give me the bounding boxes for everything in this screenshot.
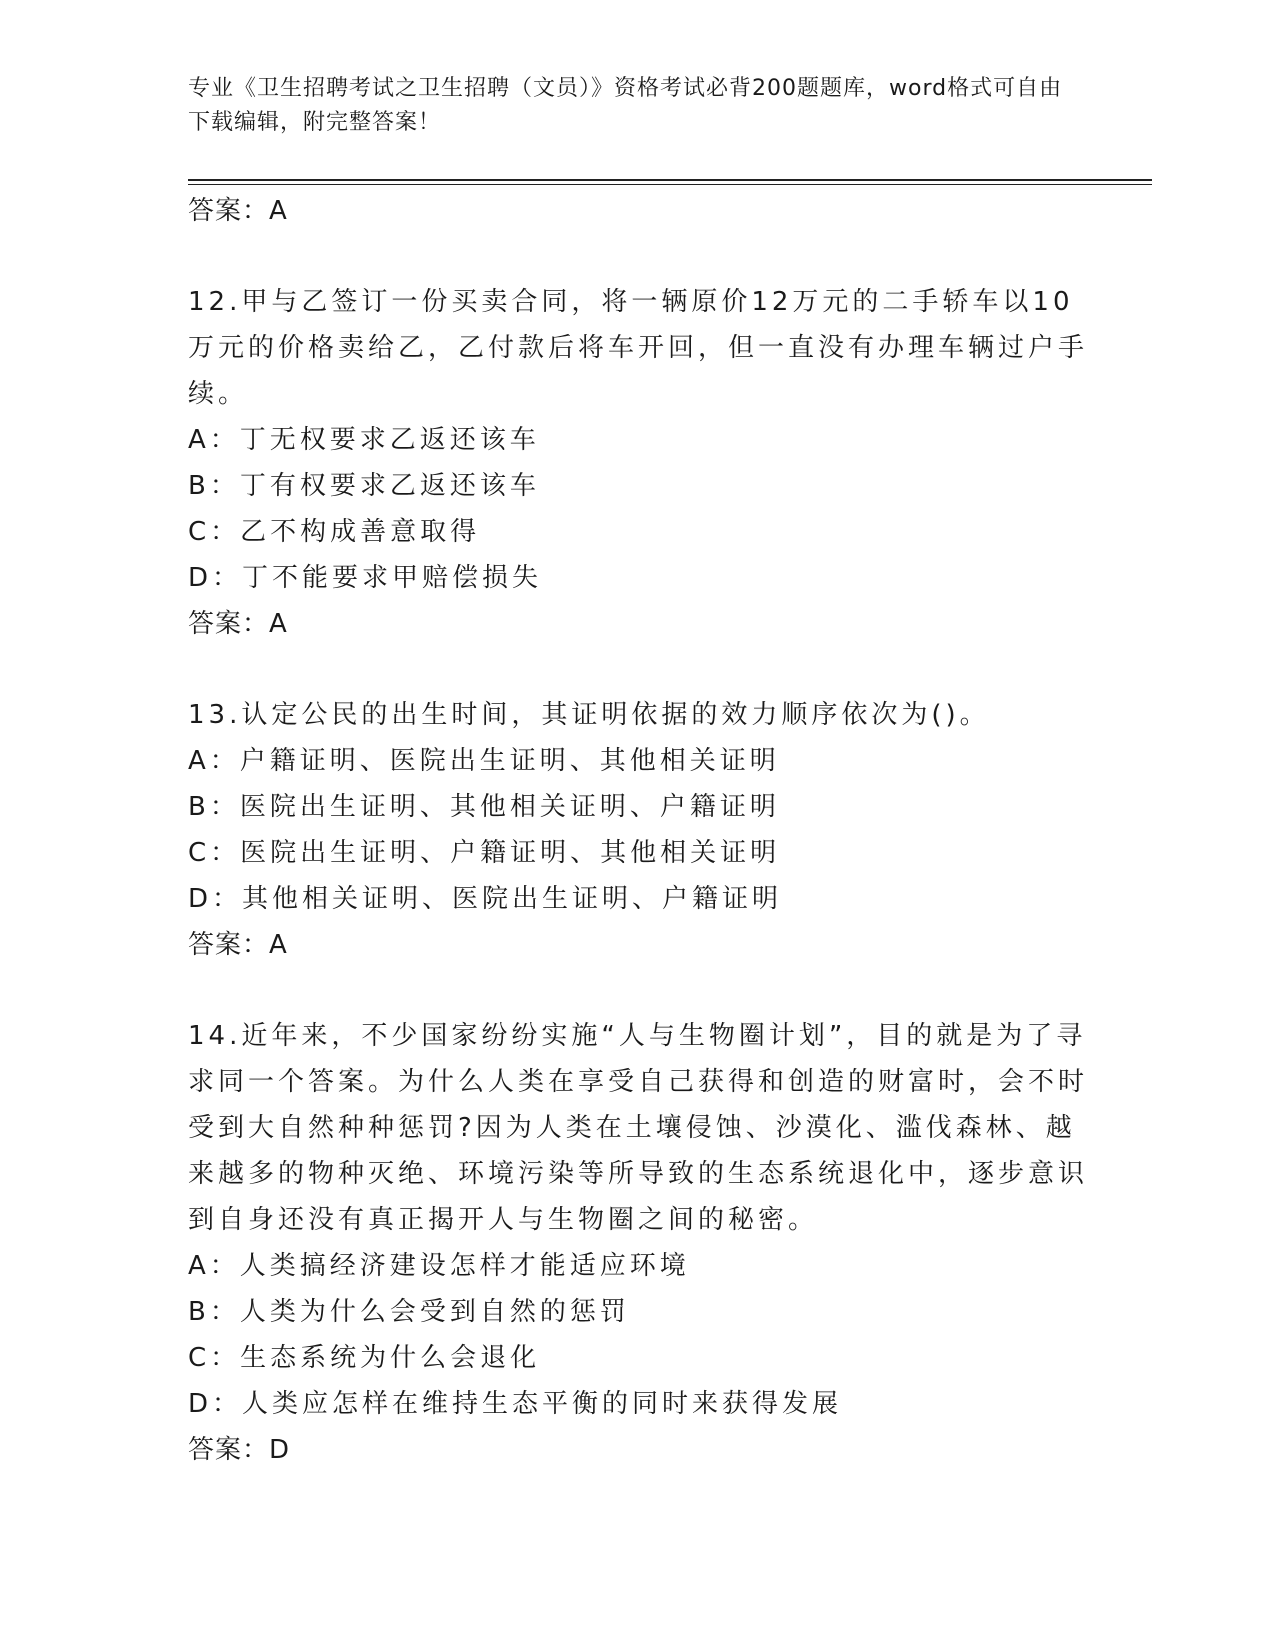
question-12 bbox=[188, 279, 1088, 647]
question-12-option-b: B：丁有权要求乙返还该车 bbox=[188, 471, 540, 501]
question-12-text: 12.甲与乙签订一份买卖合同，将一辆原价12万元的二手轿车以10万元的价格卖给乙，乙付款后将车开回，但一直没有办理车辆过户手续。 bbox=[188, 287, 1089, 409]
question-13-answer: 答案：A bbox=[188, 930, 288, 960]
question-13-option-c: C：医院出生证明、户籍证明、其他相关证明 bbox=[188, 838, 781, 868]
question-12-option-d: D：丁不能要求甲赔偿损失 bbox=[188, 563, 543, 593]
header-rule-thick bbox=[188, 179, 1152, 181]
question-13-text: 13.认定公民的出生时间，其证明依据的效力顺序依次为()。 bbox=[188, 700, 990, 730]
header-rule-thin bbox=[188, 184, 1152, 185]
question-13-option-d: D：其他相关证明、医院出生证明、户籍证明 bbox=[188, 884, 783, 914]
question-14 bbox=[188, 1013, 1088, 1473]
question-14-option-c: C：生态系统为什么会退化 bbox=[188, 1343, 541, 1373]
question-12-option-a: A：丁无权要求乙返还该车 bbox=[188, 425, 540, 455]
question-12-answer: 答案：A bbox=[188, 609, 288, 639]
document-header: 专业《卫生招聘考试之卫生招聘（文员）》资格考试必背200题题库，word格式可自由下载编辑，附完整答案！ bbox=[188, 76, 1063, 135]
question-14-option-b: B：人类为什么会受到自然的惩罚 bbox=[188, 1297, 630, 1327]
question-13-option-b: B：医院出生证明、其他相关证明、户籍证明 bbox=[188, 792, 780, 822]
question-14-answer: 答案：D bbox=[188, 1435, 291, 1465]
answer-11: 答案：A bbox=[188, 196, 288, 226]
question-14-text: 14.近年来，不少国家纷纷实施“人与生物圈计划”，目的就是为了寻求同一个答案。为什么人类在享受自己获得和创造的财富时，会不时受到大自然种种惩罚?因为人类在土壤侵蚀、沙漠化、滥伐森林、越来越多的物种灭绝、环境污染等所导致的生态系统退化中，逐步意识到自身还没有真正揭开人与生物圈之间的秘密。 bbox=[188, 1021, 1089, 1235]
question-13-option-a: A：户籍证明、医院出生证明、其他相关证明 bbox=[188, 746, 780, 776]
document-body bbox=[188, 188, 1088, 1473]
question-14-option-a: A：人类搞经济建设怎样才能适应环境 bbox=[188, 1251, 690, 1281]
question-13 bbox=[188, 692, 1088, 968]
question-12-option-c: C：乙不构成善意取得 bbox=[188, 517, 481, 547]
question-14-option-d: D：人类应怎样在维持生态平衡的同时来获得发展 bbox=[188, 1389, 843, 1419]
